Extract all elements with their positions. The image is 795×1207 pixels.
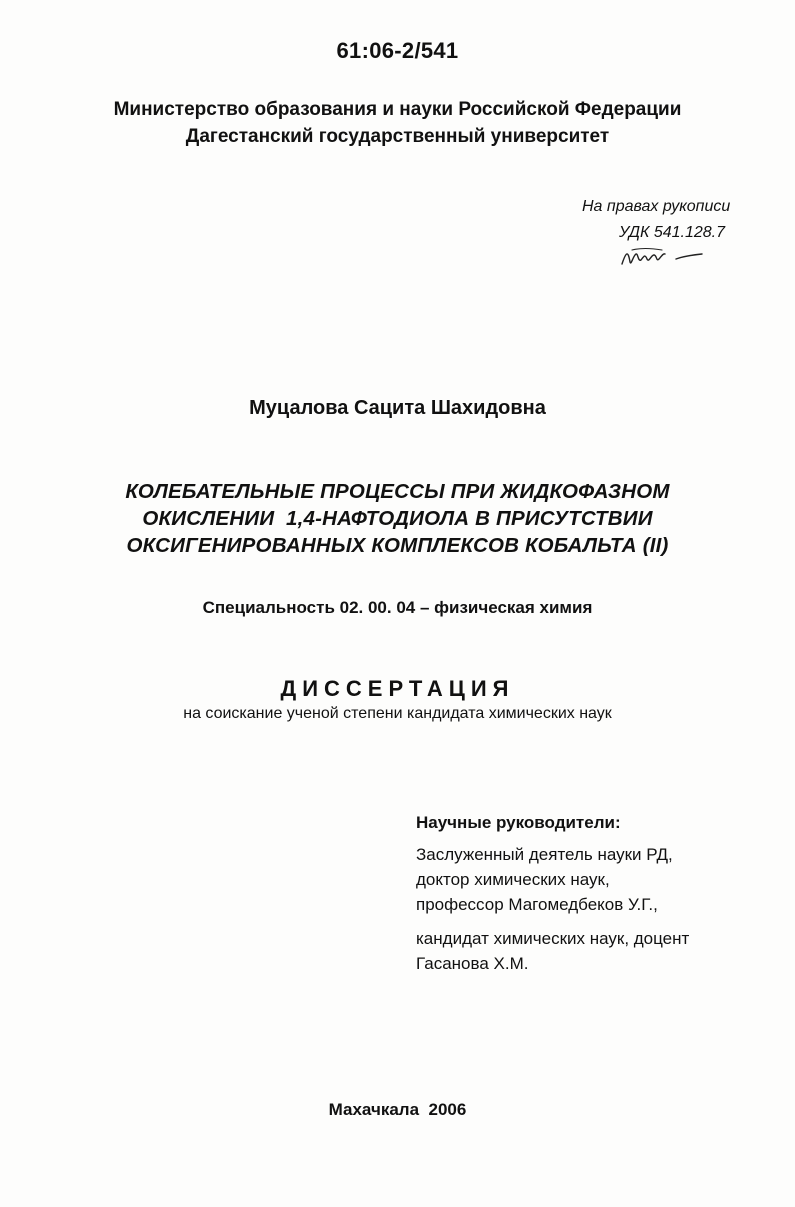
thesis-title-line-3: ОКСИГЕНИРОВАННЫХ КОМПЛЕКСОВ КОБАЛЬТА (II) [126, 534, 669, 557]
advisors-block [416, 810, 689, 976]
manuscript-rights: На правах рукописи [582, 198, 731, 215]
thesis-title-line-1: КОЛЕБАТЕЛЬНЫЕ ПРОЦЕССЫ ПРИ ЖИДКОФАЗНОМ [125, 480, 670, 503]
advisor-1-line-1: Заслуженный деятель науки РД, [416, 845, 673, 864]
advisor-2-line-2: Гасанова Х.М. [416, 954, 529, 973]
thesis-title [0, 478, 795, 559]
catalog-number: 61:06-2/541 [336, 38, 459, 63]
degree-description: на соискание ученой степени кандидата химических наук [183, 705, 612, 722]
advisor-1-line-2: доктор химических наук, [416, 870, 610, 889]
manuscript-rights-block [582, 194, 730, 246]
city-year: Махачкала 2006 [328, 1100, 467, 1119]
institution-header [0, 96, 795, 150]
dissertation-label: ДИССЕРТАЦИЯ [280, 676, 515, 701]
university-name: Дагестанский государственный университет [185, 126, 610, 147]
author-name: Муцалова Сацита Шахидовна [249, 397, 546, 419]
ministry-name: Министерство образования и науки Российской Федерации [113, 99, 682, 120]
specialty: Специальность 02. 00. 04 – физическая химия [202, 598, 593, 617]
advisor-1-line-3: профессор Магомедбеков У.Г., [416, 895, 658, 914]
thesis-title-line-2: ОКИСЛЕНИИ 1,4-НАФТОДИОЛА В ПРИСУТСТВИИ [142, 507, 653, 530]
handwritten-signature [618, 242, 708, 272]
udk-code: УДК 541.128.7 [619, 224, 726, 241]
advisor-2-line-1: кандидат химических наук, доцент [416, 929, 690, 948]
advisors-heading: Научные руководители: [416, 813, 621, 832]
